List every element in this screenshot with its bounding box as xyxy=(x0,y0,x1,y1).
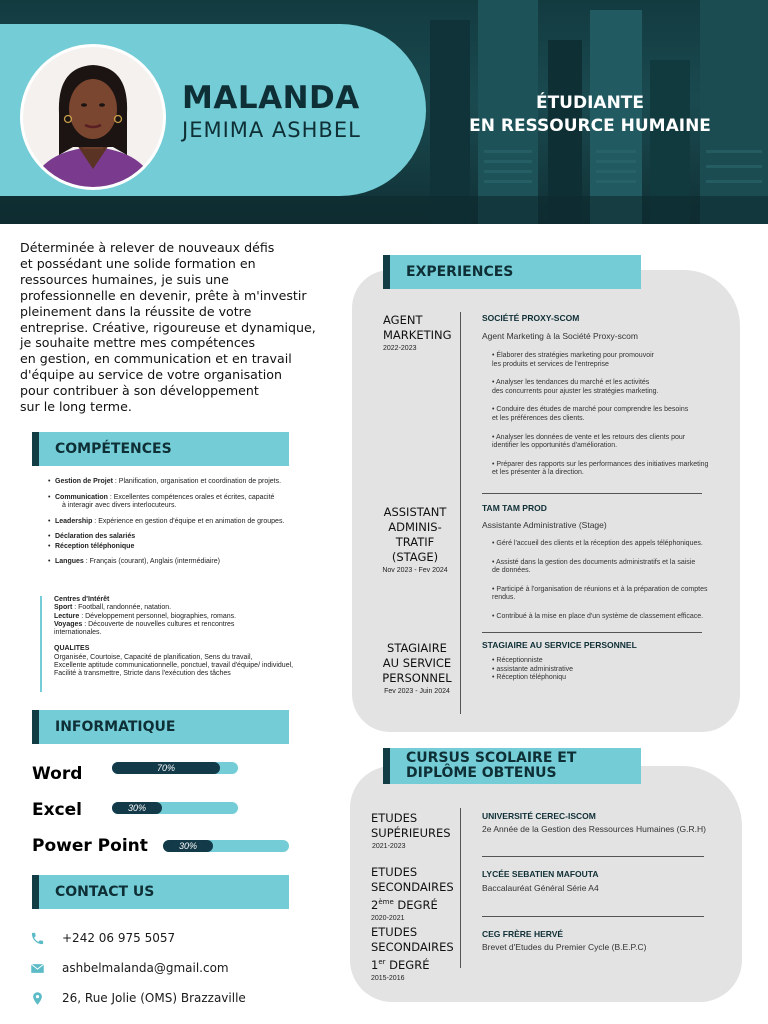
job-tasks xyxy=(492,657,692,683)
education-level-line: SUPÉRIEURES xyxy=(371,826,451,840)
last-name: MALANDA xyxy=(182,80,360,116)
job-dates: Nov 2023 - Fev 2024 xyxy=(382,567,448,574)
job-role xyxy=(383,313,459,355)
informatique-heading: INFORMATIQUE xyxy=(32,710,289,744)
competences-heading: COMPÉTENCES xyxy=(32,432,289,466)
education-degree-word: DEGRÉ xyxy=(393,897,438,912)
job-subrole: Assistante Administrative (Stage) xyxy=(482,520,607,530)
education-detail: Baccalauréat Général Série A4 xyxy=(482,883,599,893)
skill-row-word xyxy=(32,759,82,789)
experiences-divider xyxy=(460,312,461,714)
summary-line: sur le long terme. xyxy=(20,399,132,415)
skill-bar-track xyxy=(112,762,238,774)
competence-item xyxy=(48,558,308,567)
competence-text: : Français (courant), Anglais (intermédiaire) xyxy=(83,558,220,565)
job-task: • Préparer des rapports sur les performances des initiatives marketing et les présenter à la direction. xyxy=(492,460,709,477)
job-role xyxy=(374,505,456,577)
travel-text: : Découverte de nouvelles cultures et rencontres xyxy=(82,620,235,628)
job-task: • Élaborer des stratégies marketing pour promouvoir les produits et services de l'entreprise xyxy=(492,352,654,368)
education-detail: 2e Année de la Gestion des Ressources Humaines (G.R.H) xyxy=(482,824,706,834)
postal-address: 26, Rue Jolie (OMS) Brazzaville xyxy=(62,991,246,1005)
job-task: • assistante administrative xyxy=(492,665,574,673)
job-title-line-1: ÉTUDIANTE xyxy=(535,93,645,113)
header-banner xyxy=(0,0,768,224)
competence-text-cont: à interagir avec divers interlocuteurs. xyxy=(62,502,177,509)
contact-email xyxy=(30,959,229,977)
competence-item xyxy=(48,518,308,527)
job-role-line: TRATIF xyxy=(395,535,435,549)
job-company: SOCIÉTÉ PROXY-SCOM xyxy=(482,313,580,323)
education-level-line: ETUDES xyxy=(371,865,418,879)
qualities-line: Organisée, Courtoise, Capacité de planification, Sens du travail, xyxy=(54,653,253,661)
mail-icon xyxy=(30,961,45,976)
job-separator xyxy=(482,493,702,494)
interests-title: Centres d'Intérêt xyxy=(54,596,110,603)
education-level-line: ETUDES xyxy=(371,811,418,825)
job-task: • Participé à l'organisation de réunions et à la préparation de comptes rendus. xyxy=(492,585,708,602)
qualities-line: Excellente aptitude communicationnelle, ponctuel, travail d'équipe/ individuel, xyxy=(54,662,294,670)
education-school: CEG FRÈRE HERVÉ xyxy=(482,929,564,939)
location-pin-icon xyxy=(30,991,45,1006)
contact-address xyxy=(30,989,246,1007)
job-company: STAGIAIRE AU SERVICE PERSONNEL xyxy=(482,640,637,650)
job-role-line: ADMINIS- xyxy=(388,520,442,534)
email-address[interactable]: ashbelmalanda@gmail.com xyxy=(62,961,229,975)
job-role-line: AU SERVICE xyxy=(382,656,452,670)
competence-item xyxy=(48,543,308,552)
summary-line: entreprise. Créative, rigoureuse et dynamique, xyxy=(20,319,316,335)
competence-label: Langues xyxy=(55,558,84,565)
competences-list xyxy=(48,478,308,574)
job-dates: Fev 2023 - Juin 2024 xyxy=(384,688,450,695)
job-company: TAM TAM PROD xyxy=(482,503,547,513)
profile-summary xyxy=(20,240,355,415)
contact-phone xyxy=(30,929,175,947)
skill-bar-fill: 30% xyxy=(112,802,162,814)
education-school: UNIVERSITÉ CEREC-ISCOM xyxy=(482,811,596,821)
education-degree-num: 1 xyxy=(371,957,379,972)
education-level xyxy=(371,925,459,985)
summary-line: professionnelle en devenir, prête à m'investir xyxy=(20,287,307,303)
contact-heading: CONTACT US xyxy=(32,875,289,909)
education-degree-sup: ème xyxy=(378,898,394,906)
sport-label: Sport xyxy=(54,604,73,612)
sport-text: : Football, randonnée, natation. xyxy=(72,604,172,612)
education-separator xyxy=(482,916,704,917)
job-tasks xyxy=(492,352,736,488)
job-title-line-2: EN RESSOURCE HUMAINE xyxy=(469,116,711,136)
summary-line: pleinement dans la réussite de votre xyxy=(20,303,252,319)
education-dates: 2015-2016 xyxy=(371,974,405,982)
summary-line: en gestion, en communication et en travail xyxy=(20,351,292,367)
job-task: • Géré l'accueil des clients et la réception des appels téléphoniques. xyxy=(492,540,703,547)
job-task: • Conduire des études de marché pour comprendre les besoins et les préférences des clients. xyxy=(492,406,689,422)
travel-text-cont: internationales. xyxy=(54,629,102,637)
competence-text: : Excellentes compétences orales et écrites, capacité xyxy=(107,493,275,501)
job-role-line: ASSISTANT xyxy=(383,505,447,519)
education-detail: Brevet d'Etudes du Premier Cycle (B.E.P.C) xyxy=(482,942,647,952)
competence-label: Gestion de Projet xyxy=(55,478,113,485)
first-names: JEMIMA ASHBEL xyxy=(182,118,361,142)
competence-label: Communication xyxy=(55,493,108,501)
education-degree-sup: er xyxy=(378,958,386,966)
job-subrole: Agent Marketing à la Société Proxy-scom xyxy=(482,331,638,341)
job-task: • Analyser les données de vente et les retours des clients pour identifier les opportunités d'amélioration. xyxy=(492,433,686,450)
job-title xyxy=(440,92,740,138)
job-role-line: AGENT xyxy=(383,313,423,327)
education-school: LYCÉE SEBATIEN MAFOUTA xyxy=(482,869,599,879)
job-task: • Analyser les tendances du marché et les activités des concurrents pour ajuster les stratégies marketing. xyxy=(492,379,659,395)
competence-label: Leadership xyxy=(55,517,93,525)
job-task: • Assisté dans la gestion des documents administratifs et la saisie de données. xyxy=(492,558,696,575)
profile-photo xyxy=(20,44,166,190)
education-level-line: ETUDES xyxy=(371,925,418,939)
reading-label: Lecture xyxy=(54,612,80,620)
qualities-line: Facilité à transmettre, Stricte dans l'exécution des tâches xyxy=(54,670,231,678)
job-role-line: STAGIAIRE xyxy=(387,641,447,655)
job-tasks xyxy=(492,540,736,632)
education-dates: 2020-2021 xyxy=(371,914,405,922)
skill-row-excel xyxy=(32,795,82,825)
education-degree-word: DEGRÉ xyxy=(385,957,430,972)
job-role xyxy=(376,641,458,698)
competence-label: Déclaration des salariés xyxy=(55,533,136,540)
job-task: • Réception téléphoniqu xyxy=(492,674,567,682)
skill-bar-track xyxy=(112,802,238,814)
competence-label: Réception téléphonique xyxy=(55,542,135,550)
competence-text: : Expérience en gestion d'équipe et en animation de groupes. xyxy=(92,517,285,525)
education-level xyxy=(371,811,459,853)
education-heading-line: DIPLÔME OBTENUS xyxy=(406,765,557,781)
travel-label: Voyages xyxy=(54,620,83,628)
summary-line: je souhaite mettre mes compétences xyxy=(20,335,256,351)
skill-bar-fill: 70% xyxy=(112,762,220,774)
phone-icon xyxy=(30,931,45,946)
skill-name: Word xyxy=(32,764,83,784)
education-heading-line: CURSUS SCOLAIRE ET xyxy=(406,750,577,766)
job-role-line: (STAGE) xyxy=(391,550,439,564)
skill-row-powerpoint xyxy=(32,831,148,861)
competence-item xyxy=(48,533,308,542)
interests-and-qualities xyxy=(40,596,330,692)
education-dates: 2021-2023 xyxy=(372,843,406,850)
education-level xyxy=(371,865,459,925)
job-separator xyxy=(482,632,702,633)
job-task: • Contribué à la mise en place d'un système de classement efficace. xyxy=(492,612,704,620)
education-level-line: SECONDAIRES xyxy=(371,940,454,954)
phone-number[interactable]: +242 06 975 5057 xyxy=(62,931,176,945)
education-divider xyxy=(460,808,461,968)
summary-line: pour contribuer à son développement xyxy=(20,383,259,399)
skill-bar-fill: 30% xyxy=(163,840,213,852)
competence-text: : Planification, organisation et coordination de projets. xyxy=(112,478,282,485)
skill-name: Excel xyxy=(32,800,83,820)
education-degree-num: 2 xyxy=(371,897,379,912)
job-role-line: PERSONNEL xyxy=(382,671,452,685)
job-role-line: MARKETING xyxy=(383,328,452,342)
skill-bar-track xyxy=(163,840,289,852)
job-dates: 2022-2023 xyxy=(383,345,417,352)
skill-name: Power Point xyxy=(32,836,148,856)
experiences-heading: EXPERIENCES xyxy=(383,255,641,289)
summary-line: Déterminée à relever de nouveaux défis xyxy=(20,240,275,255)
education-separator xyxy=(482,856,704,857)
summary-line: et possédant une solide formation en xyxy=(20,255,256,271)
summary-line: ressources humaines, je suis une xyxy=(20,271,229,287)
competence-item xyxy=(48,478,308,487)
summary-line: d'équipe au service de votre organisation xyxy=(20,367,282,383)
education-heading xyxy=(383,748,641,784)
education-level-line: SECONDAIRES xyxy=(371,880,454,894)
reading-text: : Développement personnel, biographies, romans. xyxy=(79,612,237,620)
competence-item xyxy=(48,494,308,511)
qualities-title: QUALITES xyxy=(54,645,90,653)
job-task: • Réceptionniste xyxy=(492,657,543,664)
